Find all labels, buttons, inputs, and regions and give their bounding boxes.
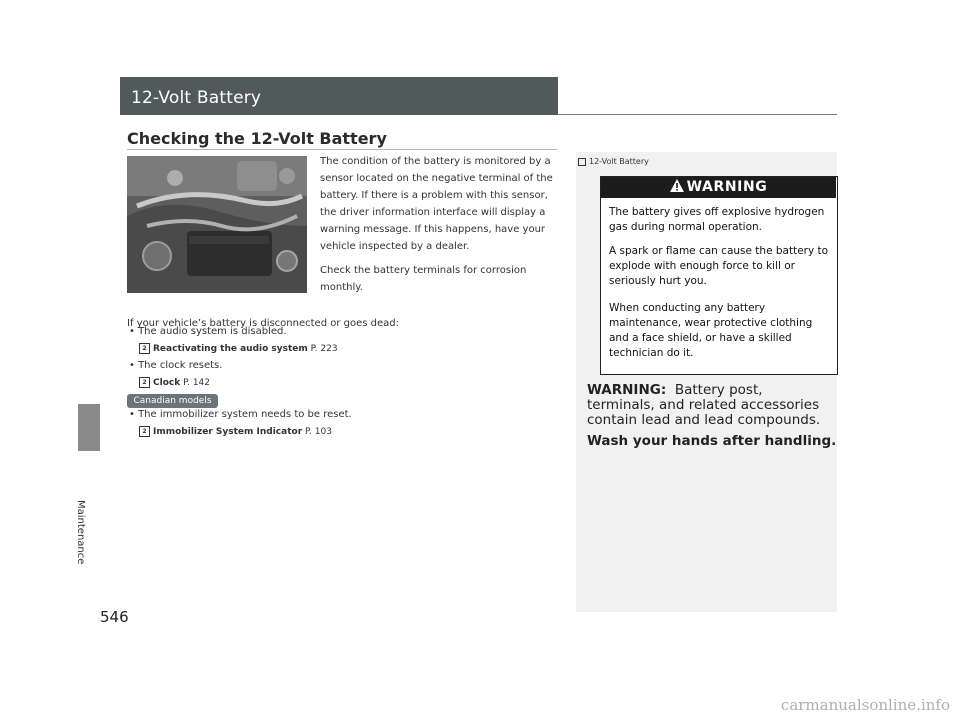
warning-paragraph: The battery gives off explosive hydrogen gas during normal operation.: [609, 206, 825, 233]
cross-reference[interactable]: 2 Reactivating the audio system P. 223: [139, 343, 338, 354]
reference-arrow-icon: 2: [139, 377, 150, 388]
reference-arrow-icon: 2: [139, 426, 150, 437]
bullet-dot: •: [129, 326, 139, 337]
header-rule: [558, 114, 837, 115]
section-rule: [127, 149, 557, 150]
lead-warning-emphasis: Wash your hands after handling.: [587, 433, 837, 449]
page-title: 12-Volt Battery: [131, 88, 262, 108]
bullet-dot: •: [129, 360, 139, 371]
note-icon: [578, 158, 586, 166]
lead-warning: WARNING: Battery post, terminals, and related accessories contain lead and lead compounds.: [587, 382, 821, 428]
sidebar-heading: 12-Volt Battery: [578, 157, 649, 166]
warning-header: WARNING: [601, 177, 836, 198]
warning-paragraph: When conducting any battery maintenance, wear protective clothing and a face shield, or have a skilled technician do it.: [609, 302, 813, 359]
intro-paragraph: The condition of the battery is monitored by a sensor located on the negative terminal of the battery. If there is a problem with this sensor, the driver information interface will display a warning message. If this happens, have your vehicle inspected by a dealer.: [320, 156, 553, 252]
list-item: • The clock resets.: [129, 360, 223, 371]
cross-reference[interactable]: 2 Clock P. 142: [139, 377, 210, 388]
battery-photo: [127, 156, 307, 293]
watermark: carmanualsonline.info: [780, 696, 950, 714]
check-paragraph: Check the battery terminals for corrosion monthly.: [320, 265, 527, 293]
list-item: • The immobilizer system needs to be reset.: [129, 409, 352, 420]
page-number: 546: [100, 608, 129, 626]
warning-triangle-icon: [670, 179, 684, 192]
list-item: • The audio system is disabled.: [129, 326, 287, 337]
bullet-dot: •: [129, 409, 139, 420]
dead-battery-intro: If your vehicle’s battery is disconnected or goes dead:: [127, 318, 399, 329]
region-badge: Canadian models: [127, 394, 218, 408]
reference-arrow-icon: 2: [139, 343, 150, 354]
cross-reference[interactable]: 2 Immobilizer System Indicator P. 103: [139, 426, 332, 437]
chapter-tab: [78, 404, 100, 451]
section-title: Checking the 12-Volt Battery: [127, 129, 387, 148]
warning-paragraph: A spark or flame can cause the battery to explode with enough force to kill or seriously hurt you.: [609, 245, 829, 287]
chapter-label: Maintenance: [75, 500, 86, 565]
